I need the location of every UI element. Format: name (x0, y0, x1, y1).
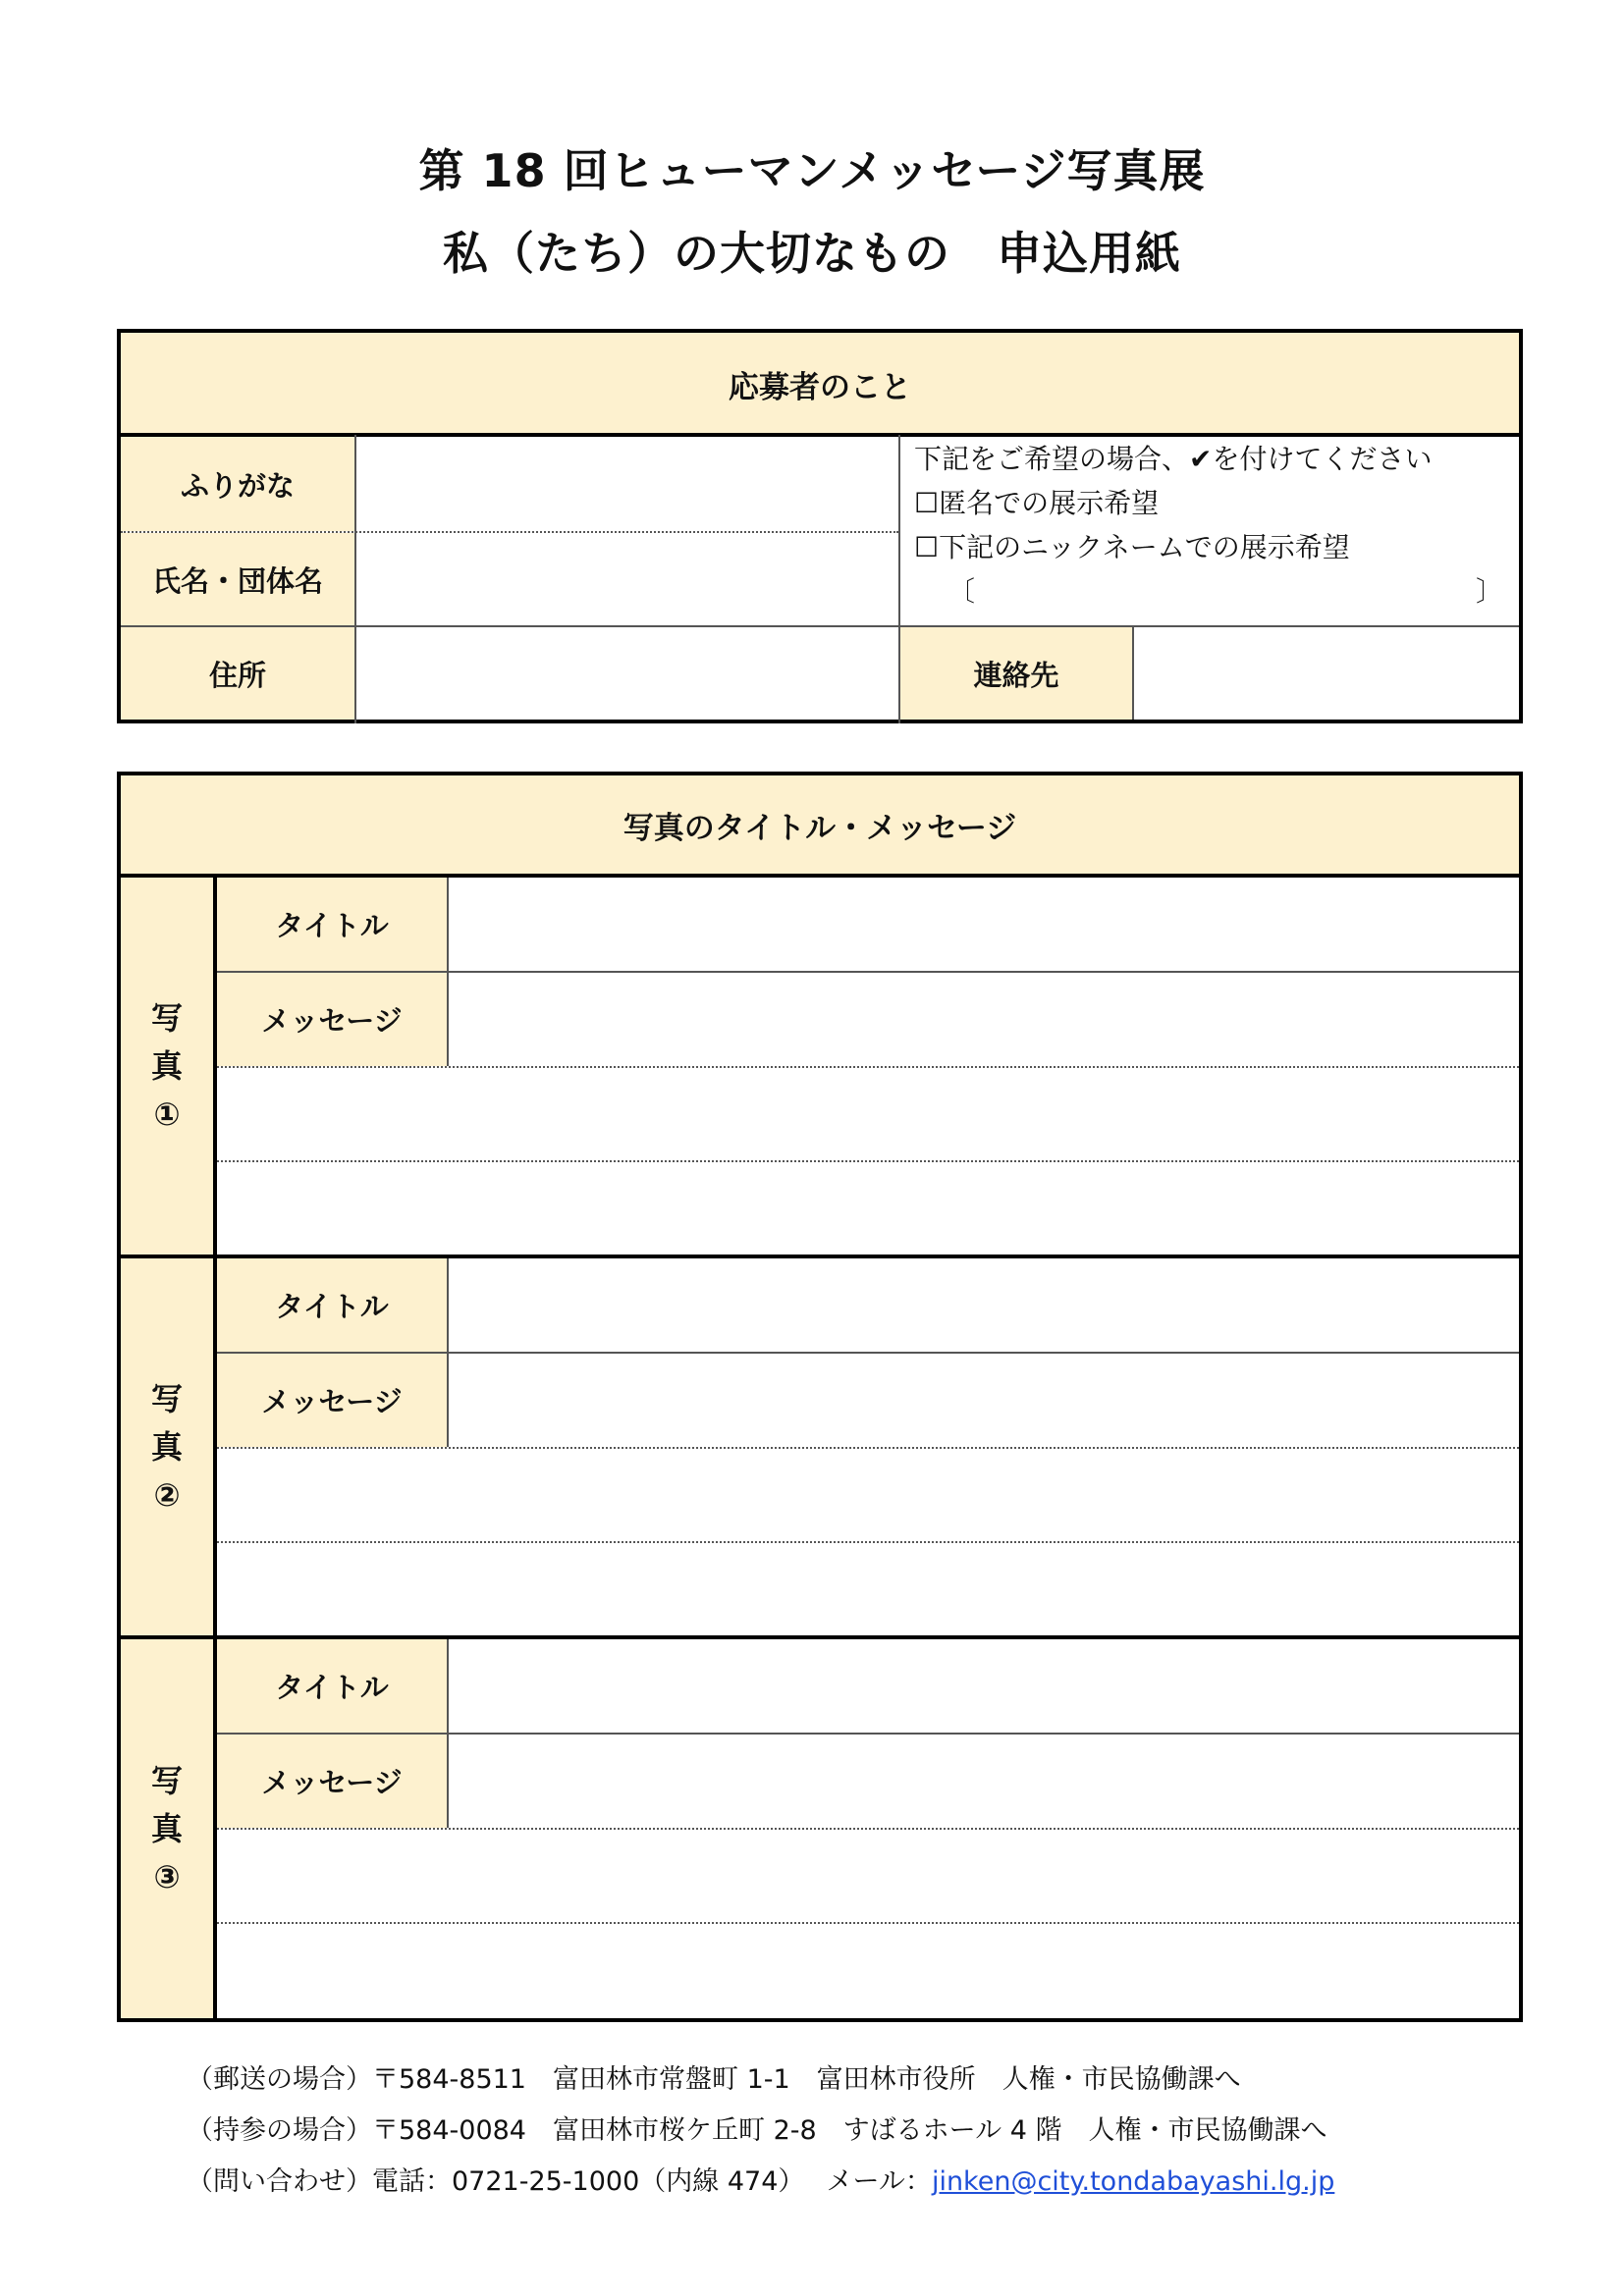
photo3-message-line[interactable] (217, 1830, 1519, 1922)
photo2-message-field[interactable] (449, 1354, 1519, 1447)
photo1-message-field[interactable] (449, 973, 1519, 1066)
furigana-label: ふりがな (121, 437, 354, 531)
anonymous-option[interactable] (914, 481, 1159, 525)
furigana-field[interactable] (356, 437, 898, 531)
name-label: 氏名・団体名 (121, 533, 354, 625)
photo2-message-label: メッセージ (217, 1354, 447, 1447)
photo2-label-number: ② (153, 1475, 181, 1514)
nickname-bracket-open: 〔 (947, 575, 976, 608)
photo1-label (121, 878, 213, 1255)
photo1-message-line[interactable] (217, 1068, 1519, 1160)
email-link[interactable]: jinken@city.tondabayashi.lg.jp (931, 2166, 1335, 2197)
photo1-label-number: ① (153, 1095, 181, 1133)
applicant-header: 応募者のこと (121, 333, 1519, 435)
photo2-title-label: タイトル (217, 1258, 447, 1352)
photo2-message-line[interactable] (217, 1449, 1519, 1541)
photo2-label (121, 1258, 213, 1635)
photo1-message-line[interactable] (217, 1162, 1519, 1255)
applicant-table (117, 329, 1523, 723)
photo1-label-char: 真 (150, 1046, 183, 1085)
photo2-label-char: 真 (150, 1427, 183, 1466)
photo3-label-char: 真 (150, 1809, 183, 1847)
inquiry-text: （問い合わせ）電話：0721-25-1000（内線 474） メール： (187, 2166, 932, 2197)
photo3-label-number: ③ (153, 1857, 181, 1896)
photo2-message-line[interactable] (217, 1543, 1519, 1635)
form-subtitle: 私（たち）の大切なもの 申込用紙 (443, 227, 1181, 280)
contact-label: 連絡先 (900, 627, 1132, 720)
address-label: 住所 (121, 627, 354, 720)
photo1-label-char: 写 (150, 998, 183, 1037)
name-field[interactable] (356, 533, 898, 625)
address-field[interactable] (356, 627, 898, 720)
in-person-submission-info: （持参の場合）〒584-0084 富田林市桜ケ丘町 2-8 すばるホール 4 階 人権・市民協働課へ (187, 2115, 1327, 2146)
photo-table (117, 772, 1523, 2022)
anonymous-option-label: 匿名での展示希望 (939, 487, 1160, 519)
photo-header: 写真のタイトル・メッセージ (121, 775, 1519, 874)
contact-field[interactable] (1134, 627, 1519, 720)
photo1-message-label: メッセージ (217, 973, 447, 1066)
photo3-label-char: 写 (150, 1761, 183, 1799)
nickname-option-label: 下記のニックネームでの展示希望 (939, 531, 1350, 563)
photo2-title-field[interactable] (449, 1258, 1519, 1352)
photo3-title-label: タイトル (217, 1639, 447, 1733)
photo2-label-char: 写 (150, 1379, 183, 1417)
mail-submission-info: （郵送の場合）〒584-8511 富田林市常盤町 1-1 富田林市役所 人権・市民協働課へ (187, 2064, 1241, 2095)
checkbox-icon[interactable]: ☐ (914, 531, 940, 563)
photo3-label (121, 1639, 213, 2018)
display-preference-note: 下記をご希望の場合、✔を付けてください (914, 443, 1433, 475)
photo3-title-field[interactable] (449, 1639, 1519, 1733)
inquiry-info (187, 2160, 1334, 2198)
nickname-bracket-close: 〕 (1476, 575, 1504, 608)
photo1-title-field[interactable] (449, 878, 1519, 971)
checkbox-icon[interactable]: ☐ (914, 487, 940, 519)
photo3-message-field[interactable] (449, 1735, 1519, 1828)
form-title: 第 18 回ヒューマンメッセージ写真展 (418, 144, 1206, 197)
photo3-message-line[interactable] (217, 1924, 1519, 2018)
photo1-title-label: タイトル (217, 878, 447, 971)
nickname-option[interactable] (914, 525, 1350, 569)
photo3-message-label: メッセージ (217, 1735, 447, 1828)
nickname-field[interactable] (985, 574, 1476, 614)
